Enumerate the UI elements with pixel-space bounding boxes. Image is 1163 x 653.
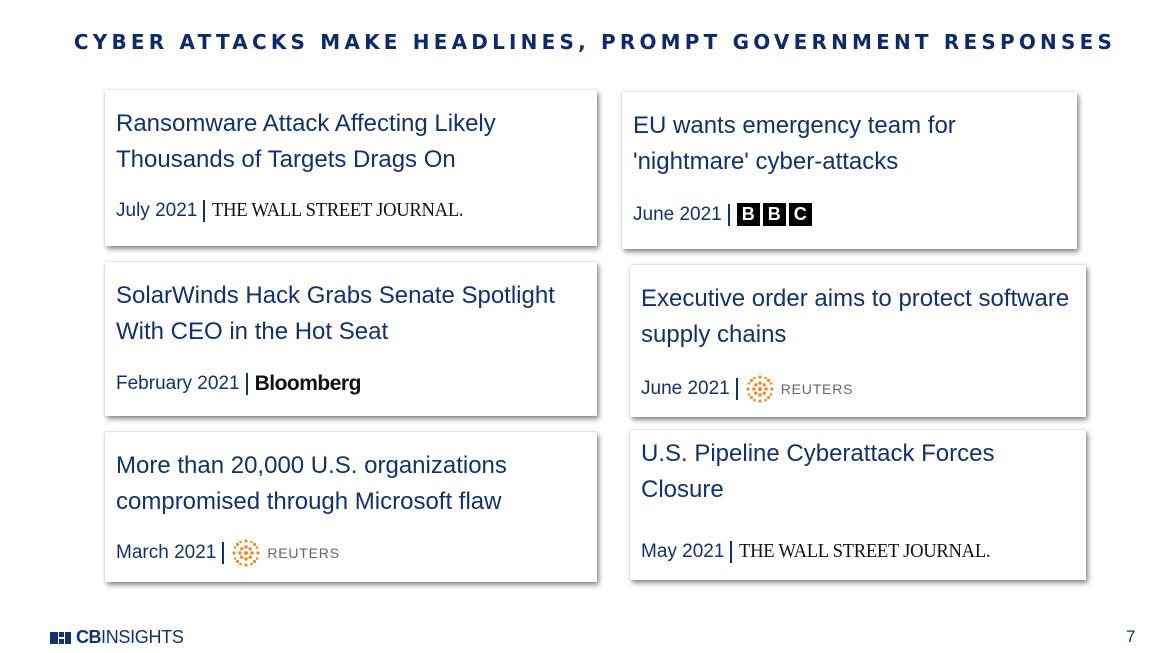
headline-line: SolarWinds Hack Grabs Senate Spotlight (116, 282, 555, 309)
bbc-logo-letter: B (737, 203, 760, 226)
article-meta (116, 372, 361, 396)
headline-line: Executive order aims to protect software (641, 285, 1070, 312)
reuters-dots-icon (745, 374, 775, 404)
bbc-logo-letter: C (789, 203, 812, 226)
reuters-logo (231, 538, 340, 568)
headline-card-wsj-ransomware[interactable] (105, 90, 597, 246)
article-date: May 2021 (641, 540, 725, 562)
bbc-logo (737, 203, 812, 226)
article-meta (641, 540, 1010, 563)
logo-cb: CB (76, 627, 101, 647)
headline-line: supply chains (641, 321, 787, 348)
headline (116, 106, 587, 178)
reuters-wordmark: REUTERS (780, 381, 854, 397)
page-title: CYBER ATTACKS MAKE HEADLINES, PROMPT GOVERNMENT RESPONSES (73, 30, 1117, 54)
headline-card-wsj-pipeline[interactable] (630, 430, 1086, 580)
article-meta (116, 199, 483, 222)
article-meta (116, 538, 340, 568)
headline-card-bloomberg-solarwinds[interactable] (105, 262, 597, 416)
reuters-logo (745, 374, 854, 404)
wsj-logo: THE WALL STREET JOURNAL. (212, 199, 464, 221)
logo-insights: INSIGHTS (101, 627, 184, 647)
article-date: July 2021 (116, 199, 198, 221)
bbc-logo-letter: B (763, 203, 786, 226)
reuters-dots-icon (231, 538, 261, 568)
divider (730, 541, 732, 563)
divider (246, 373, 248, 395)
headline-line: compromised through Microsoft flaw (116, 488, 502, 515)
cbinsights-logo (50, 627, 184, 648)
bloomberg-logo: Bloomberg (254, 372, 361, 395)
headline-line: 'nightmare' cyber-attacks (633, 148, 899, 175)
page-number: 7 (1126, 627, 1136, 646)
headline-line: U.S. Pipeline Cyberattack Forces Closure (641, 440, 995, 503)
article-date: March 2021 (116, 542, 217, 563)
divider (736, 378, 738, 400)
article-meta (641, 374, 853, 404)
headline-line: Thousands of Targets Drags On (116, 146, 456, 173)
reuters-wordmark: REUTERS (267, 545, 340, 561)
headline (116, 448, 587, 520)
headline (116, 278, 587, 350)
headline-card-reuters-executive-order[interactable] (630, 265, 1086, 417)
article-meta (633, 203, 812, 226)
headline-line: With CEO in the Hot Seat (116, 318, 389, 345)
article-date: June 2021 (641, 378, 730, 399)
headline-card-bbc-eu[interactable] (622, 92, 1077, 249)
cbinsights-mark-icon (50, 630, 72, 646)
headline (633, 108, 1067, 180)
article-date: June 2021 (633, 203, 722, 225)
headline-card-reuters-microsoft[interactable] (105, 432, 597, 582)
headline (641, 436, 1076, 508)
divider (728, 204, 730, 226)
divider (222, 542, 224, 564)
headline-line: More than 20,000 U.S. organizations (116, 452, 507, 479)
headline-line: EU wants emergency team for (633, 112, 956, 139)
article-date: February 2021 (116, 373, 240, 394)
wsj-logo: THE WALL STREET JOURNAL. (739, 540, 991, 562)
headline (641, 281, 1076, 353)
divider (203, 200, 205, 222)
headline-line: Ransomware Attack Affecting Likely (116, 110, 496, 137)
